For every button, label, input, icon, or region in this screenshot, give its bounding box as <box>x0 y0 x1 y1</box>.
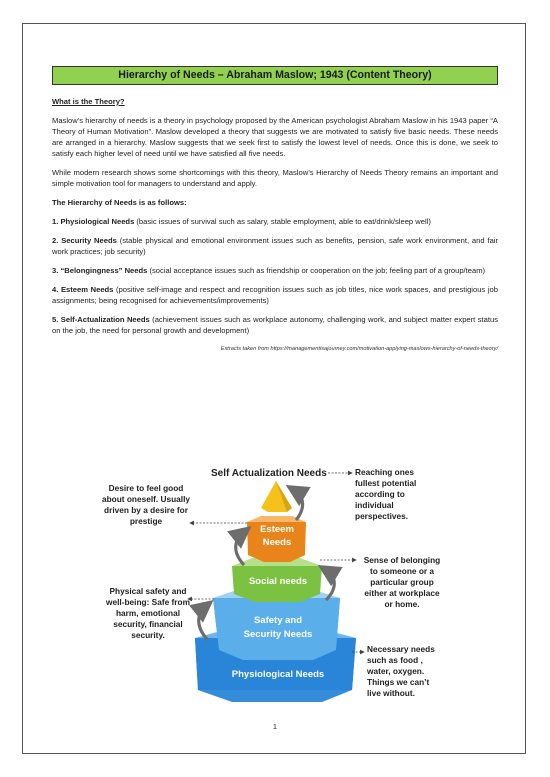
need-description: (social acceptance issues such as friendship or cooperation on the job; feeling part of a group/team) <box>147 266 486 275</box>
note-line: either at workplace <box>364 588 440 598</box>
research-paragraph: While modern research shows some shortcomings with this theory, Maslow’s Hierarchy of Needs Theory remains an important and simple motivation tool for managers to understand and apply. <box>52 168 498 188</box>
note-line: Desire to feel good <box>108 483 184 493</box>
note-line: particular group <box>370 577 434 587</box>
note-line: or home. <box>384 599 420 609</box>
self-actualization-label: Self Actualization Needs <box>211 468 327 479</box>
tier-label-esteem: Needs <box>262 537 292 548</box>
source-citation: Extracts taken from https://managementisajourney.com/motivation-applying-maslows-hierarchy-of-needs-theory/ <box>220 346 498 352</box>
note-line: security. <box>131 630 165 640</box>
need-name: 4. Esteem Needs <box>52 285 114 294</box>
curved-arrow-social-to-esteem <box>236 532 244 565</box>
note-line: harm, emotional <box>115 608 181 618</box>
note-line: Physical safety and <box>109 586 187 596</box>
note-physiological <box>366 644 435 698</box>
needs-list-heading: The Hierarchy of Needs is as follows: <box>52 198 187 207</box>
need-description: (positive self-image and respect and recognition issues such as job titles, nice work spaces, and prestigious job assignments; being recognised for achievements/improvements) <box>52 285 498 305</box>
note-line: according to <box>355 489 405 499</box>
intro-paragraph: Maslow’s hierarchy of needs is a theory in psychology proposed by the American psychologist Abraham Maslow in his 1943 paper “A Theory of Human Motivation”. Maslow developed a theory that suggests we are motivated to satisfy five basic needs. These needs are arranged in a hierarchy. Maslow suggests that we seek first to satisfy the lowest level of needs. Once this is done, we seek to satisfy each higher level of need until we have satisfied all five needs. <box>52 116 498 158</box>
tier-label-social: Social needs <box>248 576 308 587</box>
theory-heading: What is the Theory? <box>52 97 125 106</box>
note-line: water, oxygen. <box>367 666 425 676</box>
note-safety <box>105 586 190 640</box>
note-social <box>364 555 441 609</box>
note-line: Sense of belonging <box>363 555 441 565</box>
note-line: driven by a desire for <box>104 505 188 515</box>
note-line: fullest potential <box>355 478 417 488</box>
tier-label-physiological: Physiological Needs <box>231 669 325 680</box>
note-line: Necessary needs <box>367 644 435 654</box>
note-line: such as food , <box>367 655 423 665</box>
need-name: 2. Security Needs <box>52 236 117 245</box>
note-line: security, financial <box>113 619 183 629</box>
note-line: live without. <box>367 688 415 698</box>
note-line: Things we can’t <box>367 677 430 687</box>
need-description: (achievement issues such as workplace autonomy, challenging work, and subject matter expert status on the job, the need for personal growth and development) <box>52 315 498 335</box>
note-line: individual <box>355 500 394 510</box>
tier-label-safety: Security Needs <box>243 629 313 640</box>
note-line: well-being: Safe from <box>106 597 190 607</box>
page-number: 1 <box>272 722 278 731</box>
note-self-actualization <box>355 467 416 521</box>
note-line: Reaching ones <box>355 467 415 477</box>
note-line: about oneself. Usually <box>101 494 191 504</box>
note-line: prestige <box>129 516 163 526</box>
page-title: Hierarchy of Needs – Abraham Maslow; 1943 (Content Theory) <box>52 66 498 85</box>
need-description: (stable physical and emotional environment issues such as benefits, pension, safe work environment, and fair work practices; job security) <box>52 236 499 256</box>
tier-label-safety: Safety and <box>253 615 303 626</box>
note-line: to someone or a <box>369 566 435 576</box>
need-name: 3. “Belongingness” Needs <box>52 266 148 275</box>
note-esteem <box>102 483 190 526</box>
need-name: 1. Physiological Needs <box>52 217 135 226</box>
need-description: (basic issues of survival such as salary, stable employment, able to eat/drink/sleep well) <box>134 217 431 226</box>
need-name: 5. Self-Actualization Needs <box>52 315 150 324</box>
curved-arrow-esteem-to-self <box>294 490 303 520</box>
tier-label-esteem: Esteem <box>260 524 294 535</box>
note-line: perspectives. <box>355 511 409 521</box>
